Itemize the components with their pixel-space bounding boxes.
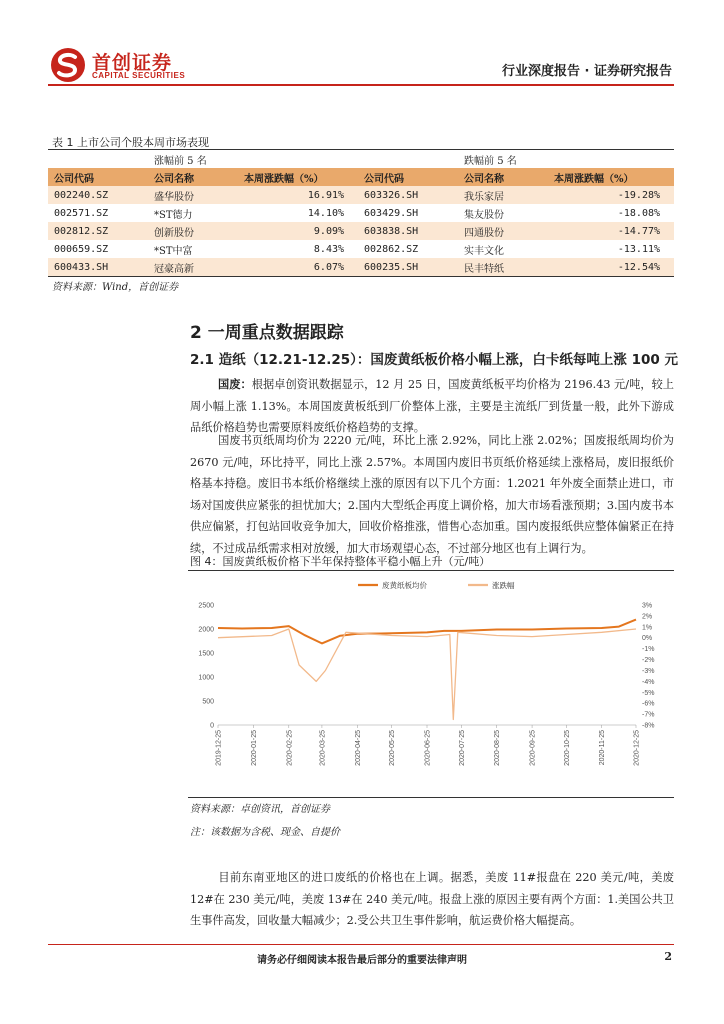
cell: 我乐家居 (458, 186, 548, 204)
y-right-tick-label: -8% (642, 722, 655, 730)
company-logo-icon (50, 47, 86, 83)
header-divider (48, 84, 674, 86)
x-tick-label: 2020-08-25 (494, 730, 502, 766)
paragraph-text: 国废书页纸周均价为 2220 元/吨，环比上涨 2.92%，同比上涨 2.02%；国废报纸周均价为 2670 元/吨，环比持平，同比上涨 2.57%。本周国内废旧书页纸价格延续上涨格局，废旧报纸价格基本持稳。废旧书本纸价格继续上涨的原因有以下几个方面：1.2021 年外废全面禁止进口，市场对国废供应紧张的担忧加大；2.国内大型纸企再度上调价格，加大市场看涨预期；3.国内废书本供应偏紧，打包站回收竞争加大，回收价格推涨，惜售心态加重。国内废报纸供应整体偏紧正在持续，不过成品纸需求相对放缓，加大市场观望心态，不过部分地区也有上调行为。 (190, 434, 674, 555)
col-header: 公司名称 (148, 168, 238, 186)
cell: -12.54% (548, 258, 674, 276)
table-row (48, 240, 674, 258)
cell: 000659.SZ (54, 243, 109, 255)
x-tick-label: 2020-11-25 (599, 730, 607, 766)
section-2-title: 2 一周重点数据跟踪 (190, 323, 344, 343)
cell: 创新股份 (148, 222, 238, 240)
y-left-tick-label: 500 (202, 698, 214, 706)
x-tick-label: 2020-09-25 (529, 730, 537, 766)
col-header: 公司名称 (458, 168, 548, 186)
footer-divider (48, 944, 674, 945)
x-tick-label: 2020-02-25 (286, 730, 294, 766)
y-right-tick-label: -3% (642, 667, 655, 675)
col-header: 公司代码 (48, 168, 148, 186)
paragraph-text: 根据卓创资讯数据显示，12 月 25 日，国废黄纸板平均价格为 2196.43 元/吨，较上周小幅上涨 1.13%。本周国废黄板纸到厂价整体上涨，主要是主流纸厂到货量一般，此外下游成品纸价格趋势也需要原料废纸价格趋势的支撑。 (190, 378, 674, 434)
cell: 14.10% (307, 207, 345, 219)
cell: 四通股份 (458, 222, 548, 240)
cell: *ST德力 (154, 209, 193, 221)
cell: *ST中富 (154, 245, 193, 257)
x-tick-label: 2020-04-25 (354, 730, 362, 766)
y-right-tick-label: -4% (642, 678, 655, 686)
paragraph-1 (190, 374, 674, 439)
cell: 600433.SH (48, 258, 148, 276)
footer-disclaimer: 请务必仔细阅读本报告最后部分的重要法律声明 (257, 955, 467, 966)
legend-label: 涨跌幅 (492, 581, 515, 590)
y-left-tick-label: 1000 (198, 674, 214, 682)
cell: 603838.SH (358, 222, 458, 240)
cell: 603429.SH (364, 207, 419, 219)
group-down-label: 跌幅前 5 名 (464, 155, 517, 167)
table-bottom-rule (48, 276, 674, 277)
y-right-tick-label: 1% (642, 624, 653, 632)
x-tick-label: 2020-05-25 (389, 730, 397, 766)
cell: -13.11% (617, 243, 661, 255)
x-tick-label: 2019-12-25 (215, 730, 223, 766)
y-right-tick-label: -5% (642, 689, 655, 697)
cell: 冠豪高新 (148, 258, 238, 276)
cell: 600235.SH (358, 258, 458, 276)
paragraph-text: 目前东南亚地区的进口废纸的价格也在上调。据悉，美废 11#报盘在 220 美元/吨，美废 12#在 230 美元/吨，美废 13#在 240 美元/吨。报盘上涨的原因主要有两个方面：1.美国公共卫生事件高发，回收量大幅减少；2.受公共卫生事件影响，航运费价格大幅提高。 (190, 871, 674, 927)
col-header: 公司代码 (358, 168, 458, 186)
y-left-tick-label: 1500 (198, 650, 214, 658)
y-left-tick-label: 2500 (198, 602, 214, 610)
cell: -18.08% (617, 207, 661, 219)
cell: 8.43% (313, 243, 345, 255)
col-header: 本周涨跌幅（%） (548, 168, 674, 186)
cell: 002862.SZ (364, 243, 419, 255)
figure-source: 资料来源：卓创资讯，首创证券 (190, 804, 330, 815)
logo-text-en: CAPITAL SECURITIES (92, 71, 186, 80)
cell: 民丰特纸 (458, 258, 548, 276)
x-tick-label: 2020-03-25 (319, 730, 327, 766)
y-right-tick-label: 0% (642, 635, 653, 643)
stock-performance-table (48, 150, 674, 276)
cell: 盛华股份 (148, 186, 238, 204)
cell: 16.91% (238, 186, 358, 204)
table-row (48, 204, 674, 222)
series-change-line (218, 629, 636, 720)
y-right-tick-label: -6% (642, 700, 655, 708)
y-right-tick-label: -7% (642, 711, 655, 719)
x-tick-label: 2020-01-25 (250, 730, 258, 766)
section-2-1-title: 2.1 造纸（12.21-12.25）：国废黄纸板价格小幅上涨，白卡纸每吨上涨 100 元 (190, 352, 678, 368)
cell: 实丰文化 (464, 245, 505, 257)
cell: 集友股份 (464, 209, 505, 221)
y-right-tick-label: -1% (642, 646, 655, 654)
cell: 9.09% (238, 222, 358, 240)
figure-caption: 图 4：国废黄纸板价格下半年保持整体平稳小幅上升（元/吨） (190, 555, 491, 568)
table-caption: 表 1 上市公司个股本周市场表现 (52, 136, 209, 149)
table-source: 资料来源：Wind，首创证券 (52, 282, 179, 293)
table-row (48, 222, 674, 240)
report-type-label: 行业深度报告 · 证券研究报告 (502, 64, 672, 79)
group-up-label: 涨幅前 5 名 (154, 155, 207, 167)
cell: -19.28% (548, 186, 674, 204)
y-left-tick-label: 2000 (198, 626, 214, 634)
paragraph-3 (190, 867, 674, 932)
cell: 002240.SZ (48, 186, 148, 204)
cell: 002571.SZ (54, 207, 109, 219)
y-right-tick-label: 2% (642, 613, 653, 621)
legend-label: 废黄纸板均价 (382, 581, 427, 590)
page-number: 2 (664, 950, 672, 963)
cell: -14.77% (548, 222, 674, 240)
price-line-chart (188, 575, 674, 797)
x-tick-label: 2020-06-25 (424, 730, 432, 766)
figure-top-rule (188, 570, 674, 571)
x-tick-label: 2020-12-25 (633, 730, 641, 766)
y-left-tick-label: 0 (210, 722, 214, 730)
paragraph-2 (190, 430, 674, 559)
cell: 002812.SZ (48, 222, 148, 240)
table-row (48, 186, 674, 204)
y-right-tick-label: -2% (642, 657, 655, 665)
y-right-tick-label: 3% (642, 602, 653, 610)
table-row (48, 258, 674, 276)
logo-text-cn: 首创证券 (92, 52, 173, 74)
figure-bottom-rule (188, 797, 674, 798)
x-tick-label: 2020-10-25 (563, 730, 571, 766)
cell: 603326.SH (358, 186, 458, 204)
table-header-row (48, 168, 674, 186)
table-group-row (48, 150, 674, 168)
cell: 6.07% (238, 258, 358, 276)
paragraph-lead: 国废： (218, 377, 252, 391)
col-header: 本周涨跌幅（%） (238, 168, 358, 186)
x-tick-label: 2020-07-25 (458, 730, 466, 766)
figure-note: 注：该数据为含税、现金、自提价 (190, 827, 340, 838)
